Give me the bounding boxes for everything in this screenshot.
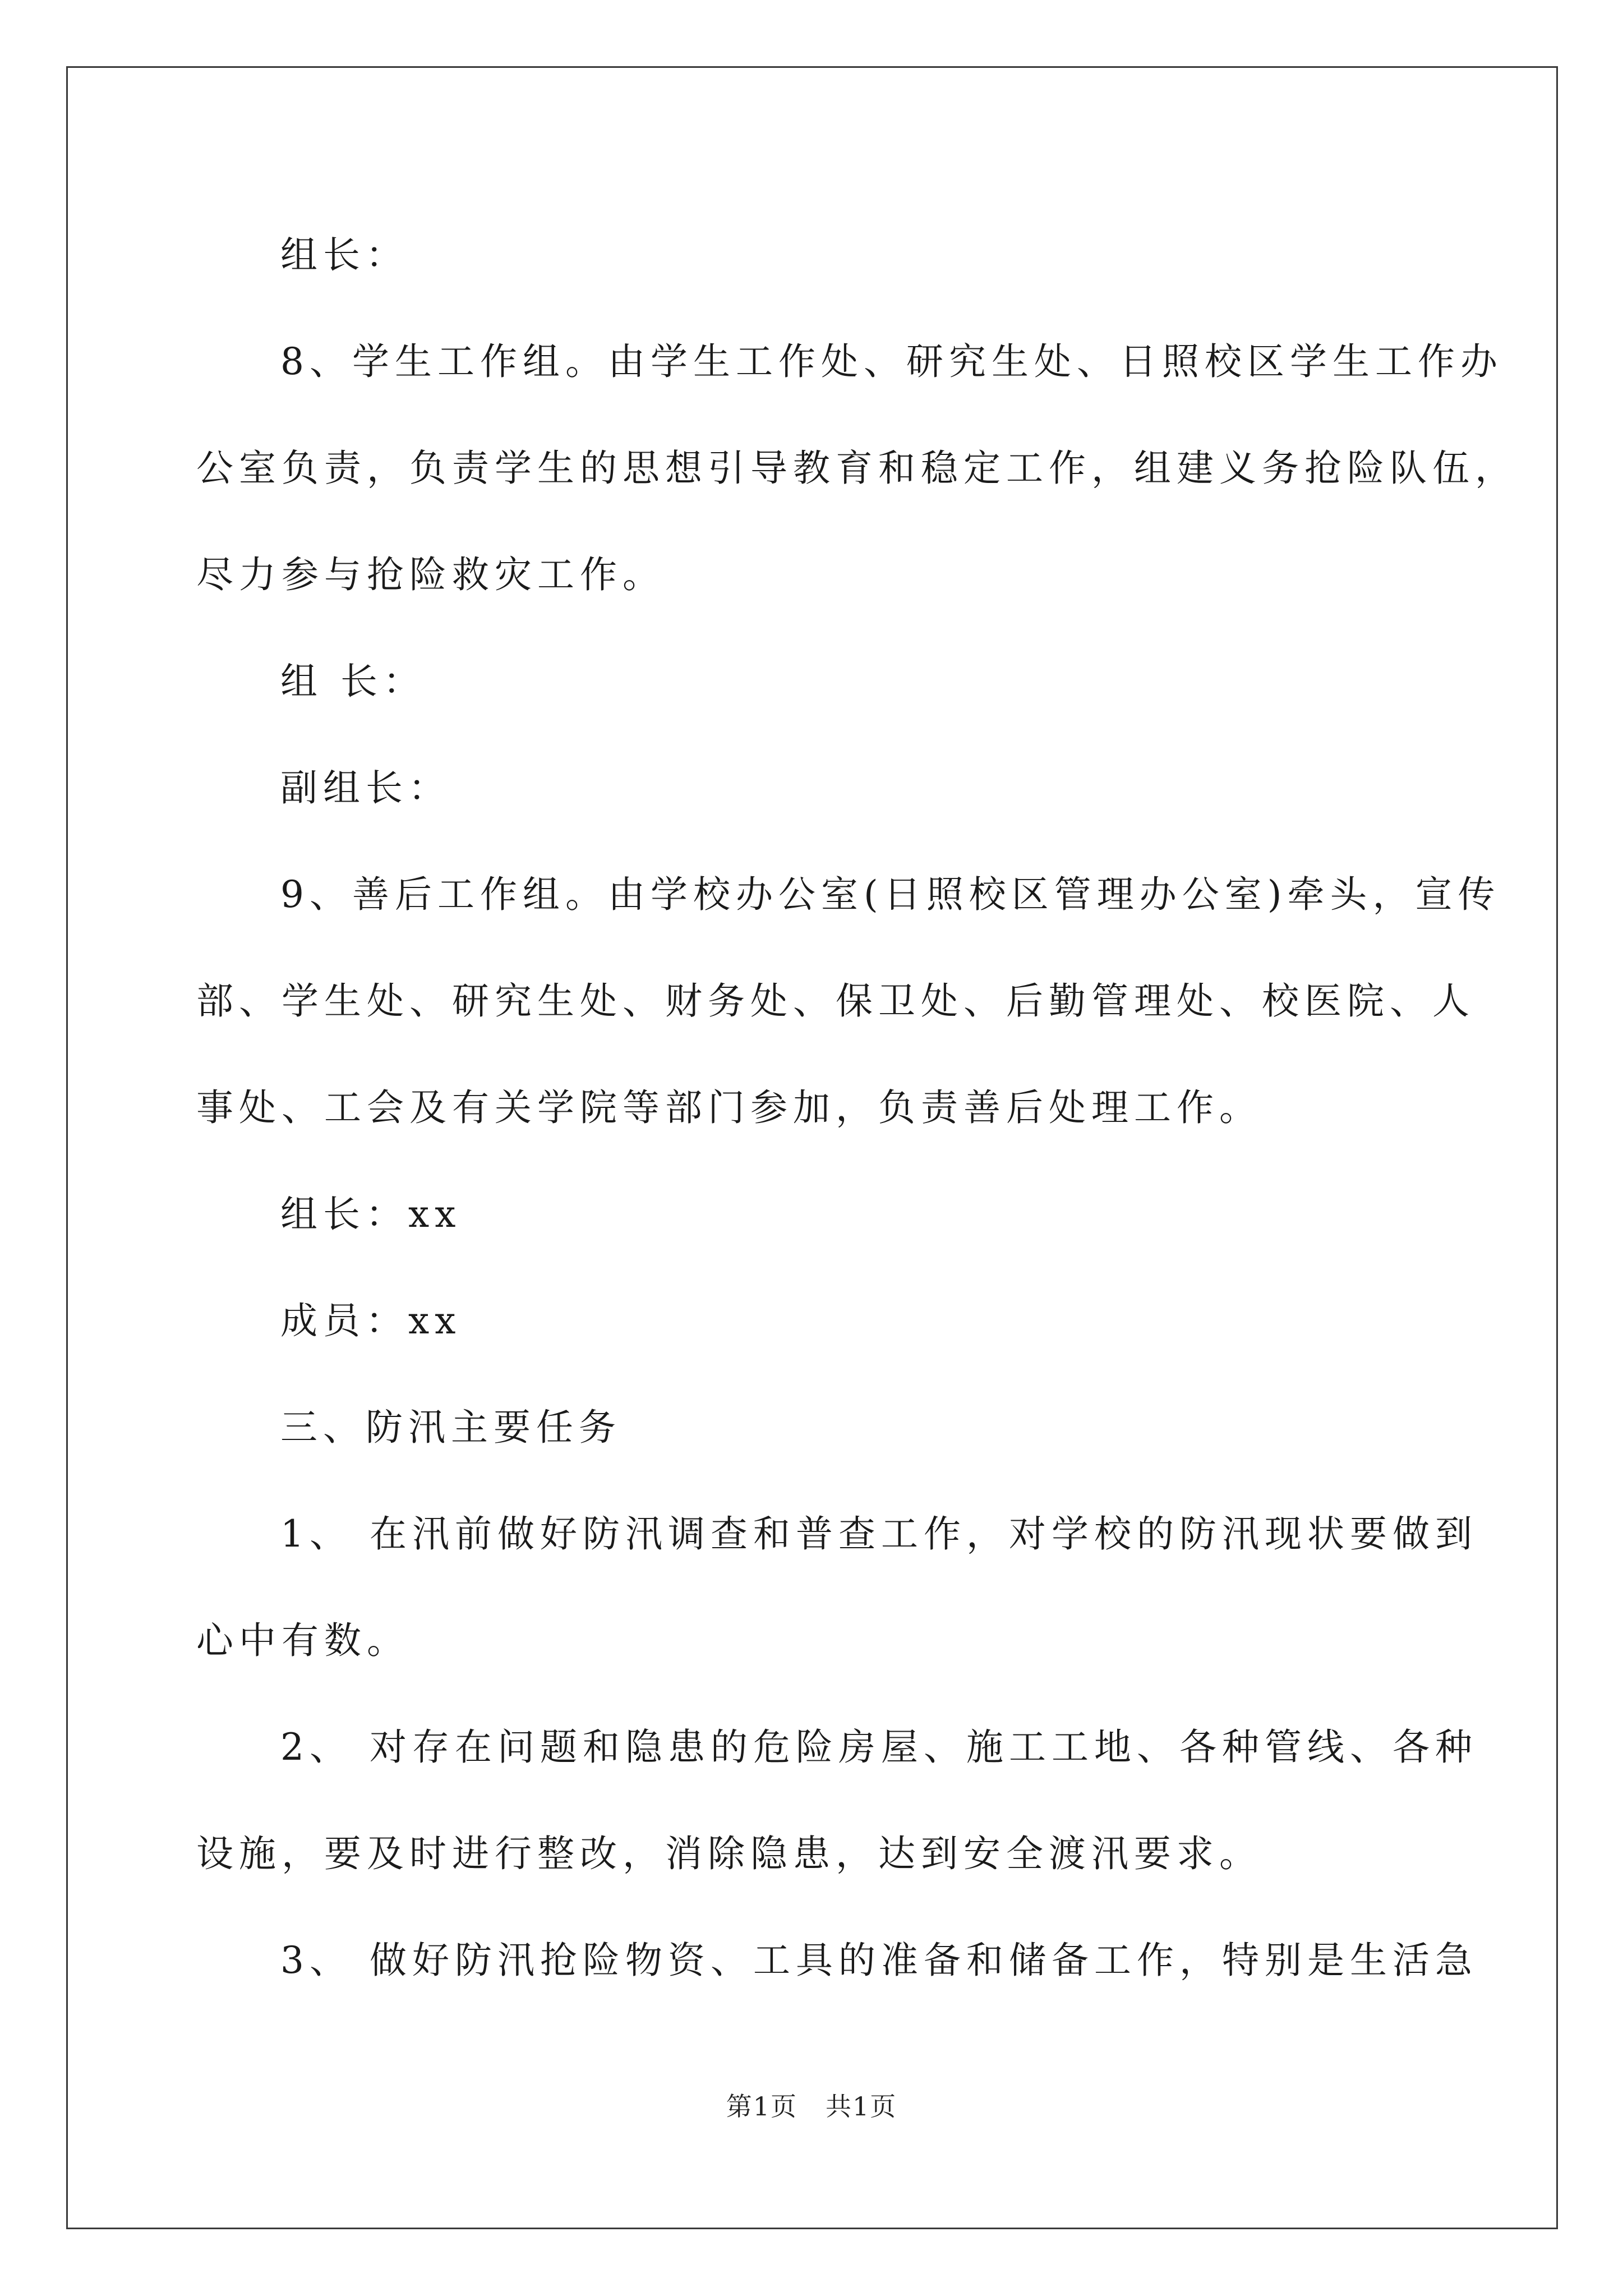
- text-line: 组 长：: [280, 660, 426, 703]
- text-line: 副组长：: [280, 766, 451, 809]
- text-line: 2、 对存在问题和隐患的危险房屋、施工工地、各种管线、各种: [280, 1726, 1478, 1769]
- text-line: 公室负责，负责学生的思想引导教育和稳定工作，组建义务抢险队伍，: [196, 447, 1518, 490]
- text-line: 9、善后工作组。由学校办公室(日照校区管理办公室)牵头，宣传: [280, 873, 1501, 916]
- page-number: 第1页: [726, 2091, 798, 2122]
- text-line: 心中有数。: [196, 1619, 409, 1662]
- text-line: 尽力参与抢险救灾工作。: [196, 553, 665, 596]
- text-line: 设施，要及时进行整改，消除隐患，达到安全渡汛要求。: [196, 1832, 1262, 1875]
- text-line: 8、学生工作组。由学生工作处、研究生处、日照校区学生工作办: [280, 340, 1503, 383]
- section-heading: 三、防汛主要任务: [280, 1406, 621, 1449]
- text-line: 事处、工会及有关学院等部门参加，负责善后处理工作。: [196, 1086, 1262, 1129]
- text-line: 组长：xx: [280, 1193, 462, 1236]
- text-line: 成员：xx: [280, 1299, 462, 1342]
- text-line: 组长：: [280, 233, 408, 277]
- page-footer: [0, 2090, 1623, 2123]
- text-line: 1、 在汛前做好防汛调查和普查工作，对学校的防汛现状要做到: [280, 1512, 1478, 1556]
- text-line: 部、学生处、研究生处、财务处、保卫处、后勤管理处、校医院、人: [196, 979, 1475, 1023]
- page-total: 共1页: [825, 2091, 897, 2122]
- text-line: 3、 做好防汛抢险物资、工具的准备和储备工作，特别是生活急: [280, 1939, 1478, 1982]
- page-border: [66, 66, 1558, 2229]
